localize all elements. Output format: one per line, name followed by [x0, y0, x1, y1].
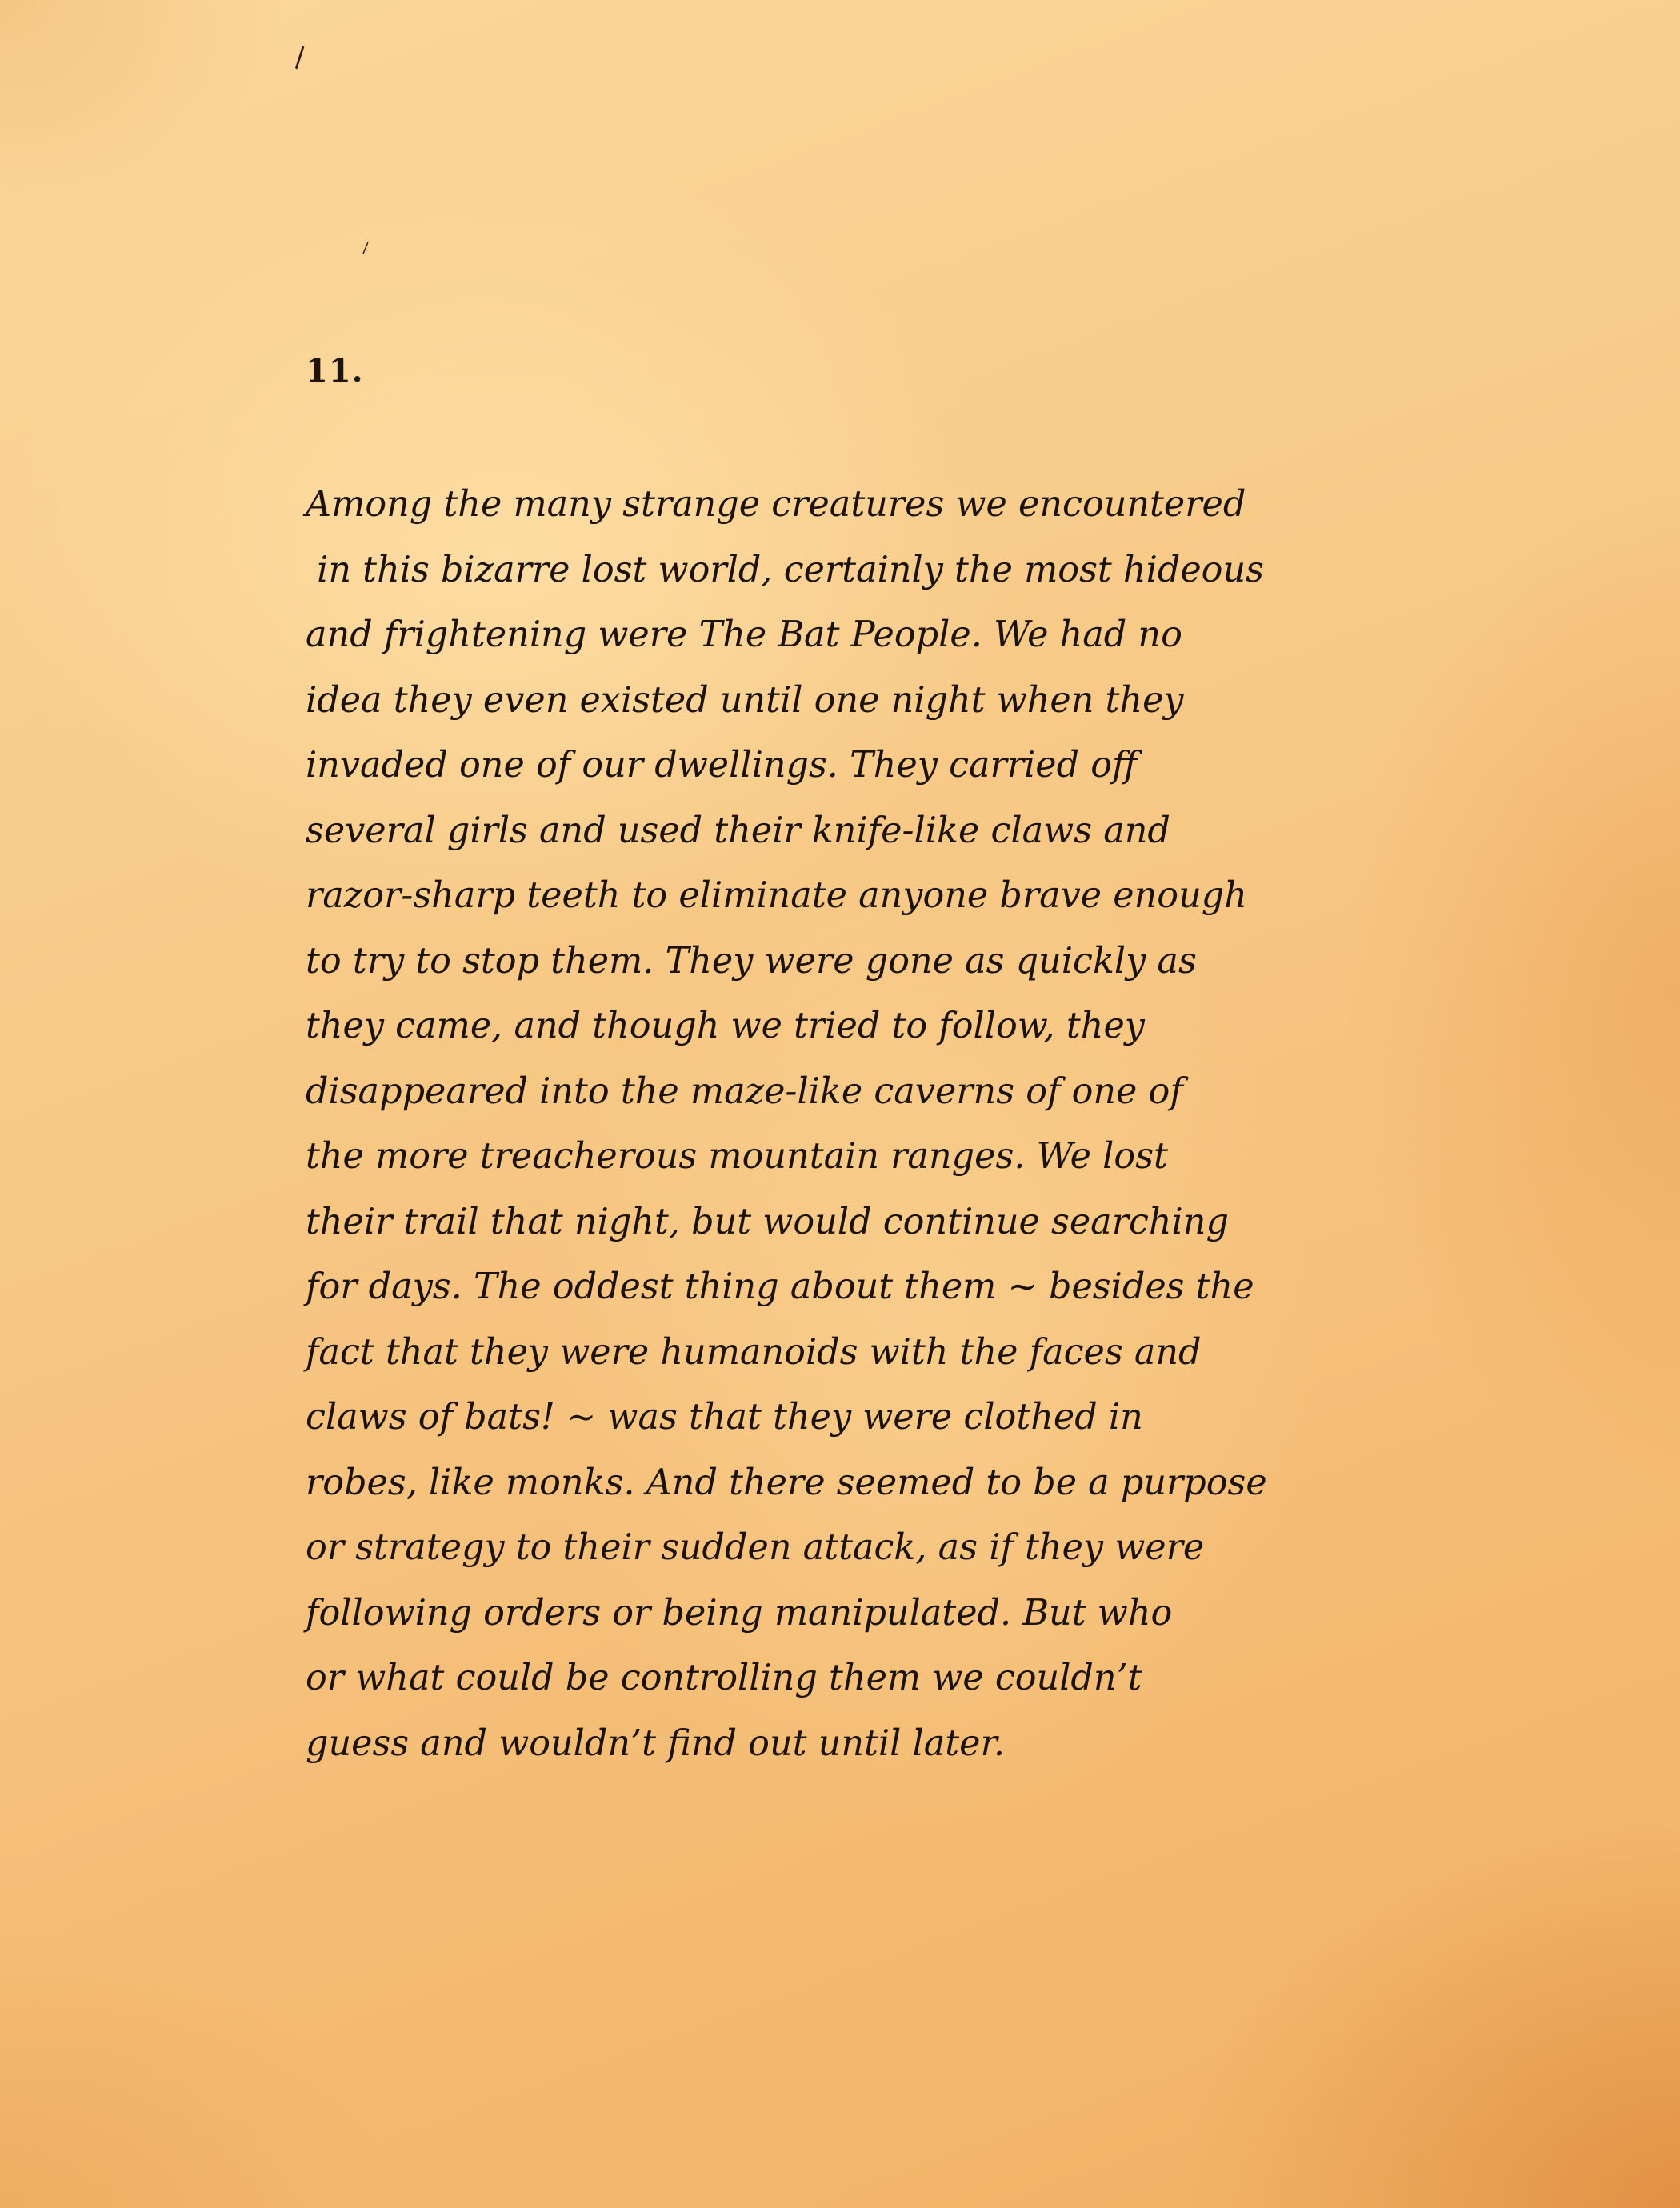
- text-line: and frightening were The Bat People. We had no: [306, 614, 1182, 655]
- page-number: 11.: [306, 352, 364, 390]
- text-line: or what could be controlling them we couldn’t: [306, 1658, 1142, 1698]
- text-line: claws of bats! ~ was that they were clothed in: [306, 1397, 1143, 1438]
- text-line: their trail that night, but would continue searching: [306, 1201, 1229, 1242]
- text-line: the more treacherous mountain ranges. We lost: [306, 1136, 1168, 1177]
- text-line: Among the many strange creatures we encountered: [306, 484, 1246, 525]
- text-line: razor-sharp teeth to eliminate anyone brave enough: [306, 875, 1247, 916]
- text-line: disappeared into the maze-like caverns of one of: [306, 1070, 1183, 1112]
- text-line: to try to stop them. They were gone as quickly as: [306, 940, 1197, 982]
- text-line: invaded one of our dwellings. They carried off: [306, 745, 1138, 786]
- text-line: robes, like monks. And there seemed to be a purpose: [306, 1462, 1267, 1503]
- ink-speck: ∖: [282, 39, 315, 76]
- text-line: guess and wouldn’t find out until later.: [306, 1722, 1005, 1764]
- text-line: idea they even existed until one night when they: [306, 679, 1184, 721]
- body-text: [306, 472, 1394, 1776]
- text-line: for days. The oddest thing about them ~ besides the: [306, 1266, 1254, 1307]
- ink-speck: ∖: [355, 238, 374, 258]
- text-line: following orders or being manipulated. But who: [306, 1592, 1173, 1634]
- text-line: in this bizarre lost world, certainly the most hideous: [306, 549, 1264, 590]
- text-line: they came, and though we tried to follow, they: [306, 1006, 1145, 1046]
- text-line: several girls and used their knife-like claws and: [306, 810, 1170, 851]
- text-line: or strategy to their sudden attack, as if they were: [306, 1527, 1205, 1568]
- text-line: fact that they were humanoids with the faces and: [306, 1331, 1202, 1373]
